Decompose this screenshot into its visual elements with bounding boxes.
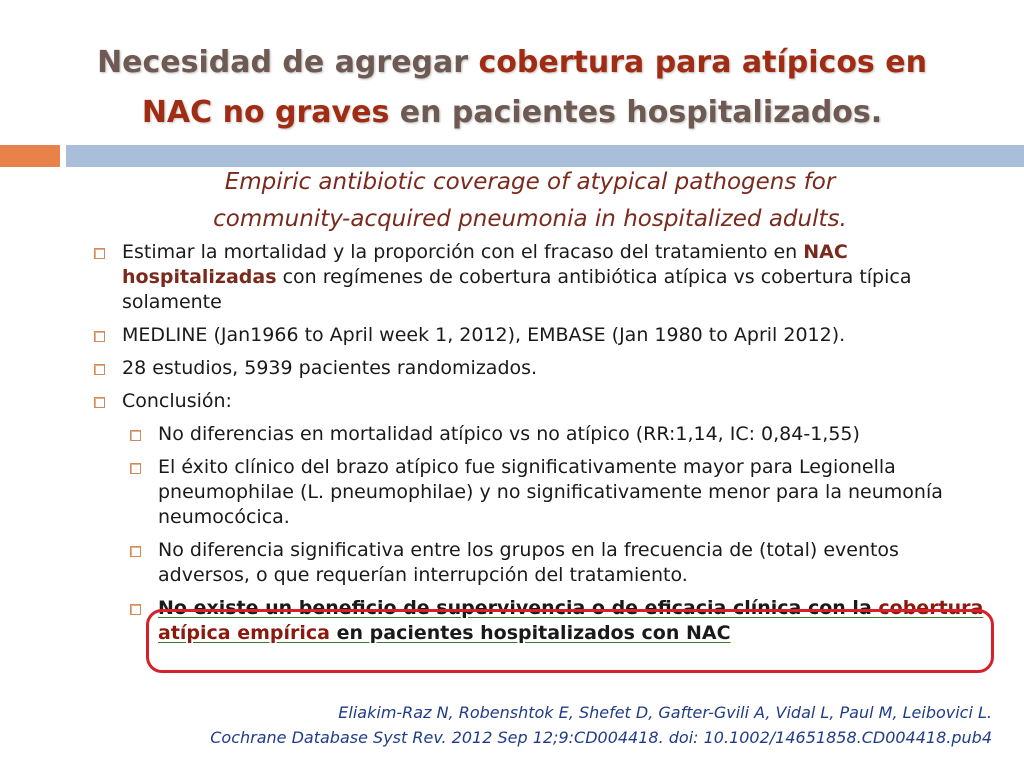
sub-bullet-marker-icon xyxy=(130,546,141,557)
accent-bar-orange xyxy=(0,145,60,167)
bullet-objective-accent: NAC hospitalizadas xyxy=(122,241,848,288)
bullet-marker-icon xyxy=(94,397,105,408)
sub-bullet-mortality-text: No diferencias en mortalidad atípico vs no atípico (RR:1,14, IC: 0,84-1,55) xyxy=(158,423,860,445)
title-highlight-1: cobertura para atípicos en xyxy=(478,45,927,80)
sub-bullet-marker-icon xyxy=(130,604,141,615)
bullet-conclusion-text: Conclusión: xyxy=(122,390,232,412)
sub-bullet-mortality xyxy=(92,422,992,447)
citation-reference: Cochrane Database Syst Rev. 2012 Sep 12;9:CD004418. doi: 10.1002/14651858.CD004418.pub4 xyxy=(210,728,992,747)
sub-bullet-marker-icon xyxy=(130,430,141,441)
title-part2: en pacientes hospitalizados. xyxy=(389,95,883,130)
bullet-objective-text-end: con regímenes de cobertura antibiótica atípica vs cobertura típica solamente xyxy=(122,266,912,313)
citation xyxy=(12,700,992,750)
citation-authors: Eliakim-Raz N, Robenshtok E, Shefet D, Gafter-Gvili A, Vidal L, Paul M, Leibovici L. xyxy=(338,703,992,722)
final-conclusion-red: cobertura atípica empírica xyxy=(158,597,984,644)
bullet-objective xyxy=(92,240,992,315)
bullet-studies-text: 28 estudios, 5939 pacientes randomizados. xyxy=(122,357,538,379)
sub-bullet-clinical-success-text: El éxito clínico del brazo atípico fue significativamente mayor para Legionella pneumophilae (L. pneumophilae) y no significativamente menor para la neumonía neumocócica. xyxy=(158,456,943,528)
bullet-list xyxy=(92,240,992,654)
bullet-studies xyxy=(92,356,992,381)
final-conclusion-pre: No existe un beneficio de supervivencia o de eficacia clínica con la xyxy=(158,597,879,619)
slide-title xyxy=(40,38,984,138)
conclusion-highlight-box xyxy=(146,609,994,673)
sub-bullet-marker-icon xyxy=(130,463,141,474)
final-conclusion-post: en pacientes hospitalizados con NAC xyxy=(330,622,731,644)
bullet-marker-icon xyxy=(94,248,105,259)
title-part1: Necesidad de agregar xyxy=(97,45,479,80)
sub-bullet-adverse-events-text: No diferencia significativa entre los grupos en la frecuencia de (total) eventos adversos, o que requerían interrupción del tratamiento. xyxy=(158,539,899,586)
subtitle-line-2: community-acquired pneumonia in hospitalized adults. xyxy=(213,206,847,232)
title-highlight-2: NAC no graves xyxy=(141,95,390,130)
bullet-objective-text: Estimar la mortalidad y la proporción con el fracaso del tratamiento en xyxy=(122,241,804,263)
bullet-marker-icon xyxy=(94,364,105,375)
sub-bullet-adverse-events xyxy=(92,538,992,588)
bullet-sources-text: MEDLINE (Jan1966 to April week 1, 2012), EMBASE (Jan 1980 to April 2012). xyxy=(122,324,846,346)
bullet-conclusion xyxy=(92,389,992,414)
sub-bullet-clinical-success xyxy=(92,455,992,530)
slide-subtitle xyxy=(150,164,910,238)
subtitle-line-1: Empiric antibiotic coverage of atypical pathogens for xyxy=(224,169,836,195)
bullet-sources xyxy=(92,323,992,348)
bullet-marker-icon xyxy=(94,331,105,342)
